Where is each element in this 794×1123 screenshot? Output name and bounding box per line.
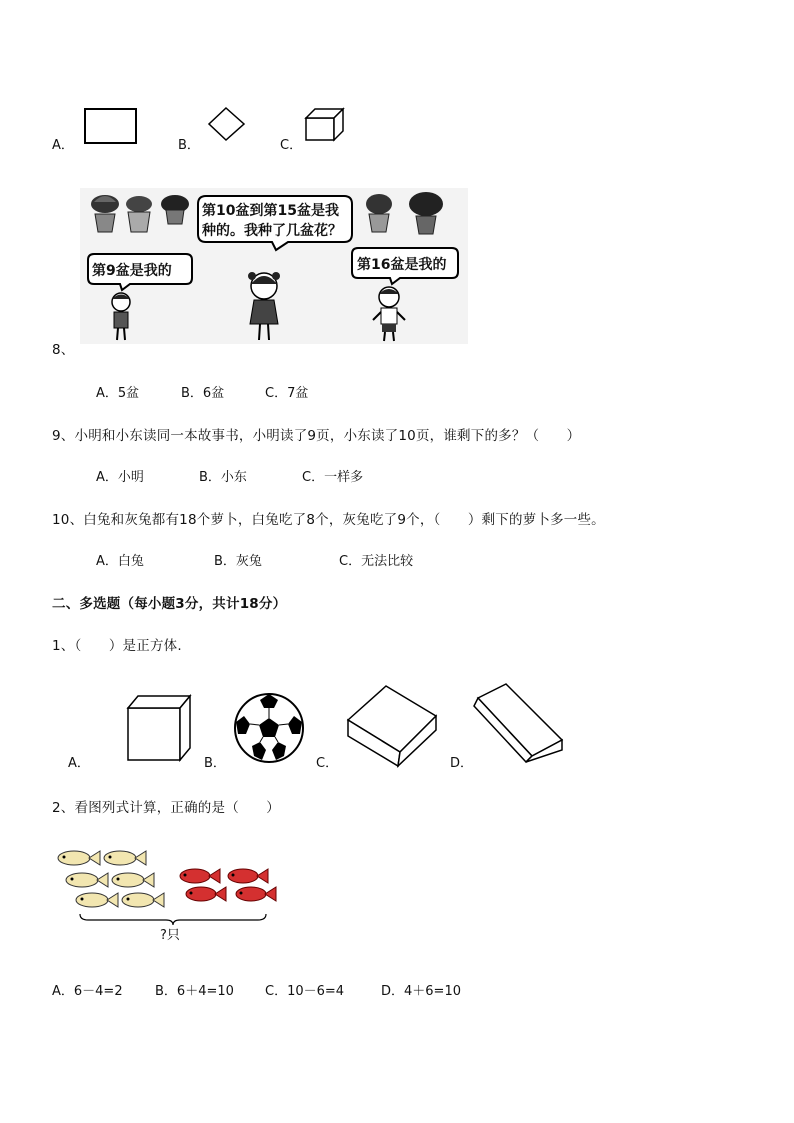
girl-figure-icon [244, 266, 284, 342]
tilted-cube-icon [340, 680, 444, 770]
q10-option-c[interactable]: C．无法比较 [339, 554, 414, 569]
mq1-option-b-label[interactable]: B． [204, 756, 226, 771]
q9-option-b[interactable]: B．小东 [199, 470, 247, 485]
q8-option-a[interactable]: A．5盆 [96, 386, 140, 401]
soccer-ball-icon [228, 688, 310, 768]
flower-pot-icon [406, 190, 446, 236]
rectangle-shape-icon [84, 108, 140, 144]
flower-pot-icon [362, 192, 396, 234]
yellow-fish-icon [120, 890, 166, 910]
bubble-middle-line1: 第10盆到第15盆是我 [202, 203, 339, 219]
q9-text: 9、小明和小东读同一本故事书，小明读了9页，小东读了10页，谁剩下的多？（ ） [52, 428, 581, 444]
yellow-fish-icon [64, 870, 110, 890]
mq1-text: 1、（ ）是正方体. [52, 638, 182, 654]
bubble-left-text: 第9盆是我的 [92, 263, 172, 279]
red-fish-icon [234, 884, 278, 904]
bubble-right-text: 第16盆是我的 [357, 257, 447, 273]
q8-option-c[interactable]: C．7盆 [265, 386, 309, 401]
q7-option-b-label: B． [178, 138, 200, 153]
q7-option-c-label: C． [280, 138, 303, 153]
mq1-option-a-label[interactable]: A． [68, 756, 90, 771]
red-fish-icon [184, 884, 228, 904]
mq2-option-c[interactable]: C．10－6=4 [265, 984, 345, 999]
flower-pot-icon [158, 192, 192, 228]
red-fish-icon [226, 866, 270, 886]
boy-figure-icon [372, 286, 406, 342]
mq1-option-c-label[interactable]: C． [316, 756, 339, 771]
mq2-text: 2、看图列式计算，正确的是（ ） [52, 800, 280, 816]
q8-illustration [80, 188, 468, 344]
brace-label: ?只 [160, 928, 180, 943]
red-fish-icon [178, 866, 222, 886]
bubble-middle-line2: 种的。我种了几盆花？ [202, 223, 342, 239]
yellow-fish-icon [74, 890, 120, 910]
boy-figure-icon [106, 292, 136, 342]
mq2-option-d[interactable]: D．4＋6=10 [381, 984, 461, 999]
q8-option-b[interactable]: B．6盆 [181, 386, 225, 401]
q10-option-a[interactable]: A．白兔 [96, 554, 144, 569]
yellow-fish-icon [56, 848, 102, 868]
cube-shape-icon [304, 106, 346, 142]
cuboid-icon [470, 680, 570, 764]
q8-number: 8、 [52, 342, 75, 358]
mq2-option-a[interactable]: A．6－4=2 [52, 984, 123, 999]
yellow-fish-icon [102, 848, 148, 868]
q7-option-a-label: A． [52, 138, 74, 153]
yellow-fish-icon [110, 870, 156, 890]
q9-option-a[interactable]: A．小明 [96, 470, 144, 485]
mq2-option-b[interactable]: B．6＋4=10 [155, 984, 234, 999]
flower-pot-icon [122, 194, 156, 236]
square-diamond-shape-icon [207, 106, 247, 142]
cube-icon [118, 690, 198, 768]
flower-pot-icon [88, 192, 122, 234]
section-heading: 二、多选题（每小题3分，共计18分） [52, 596, 287, 612]
q9-option-c[interactable]: C．一样多 [302, 470, 364, 485]
q10-text: 10、白兔和灰兔都有18个萝卜，白兔吃了8个，灰兔吃了9个，（ ）剩下的萝卜多一些。 [52, 512, 605, 528]
q10-option-b[interactable]: B．灰兔 [214, 554, 262, 569]
mq1-option-d-label[interactable]: D． [450, 756, 474, 771]
